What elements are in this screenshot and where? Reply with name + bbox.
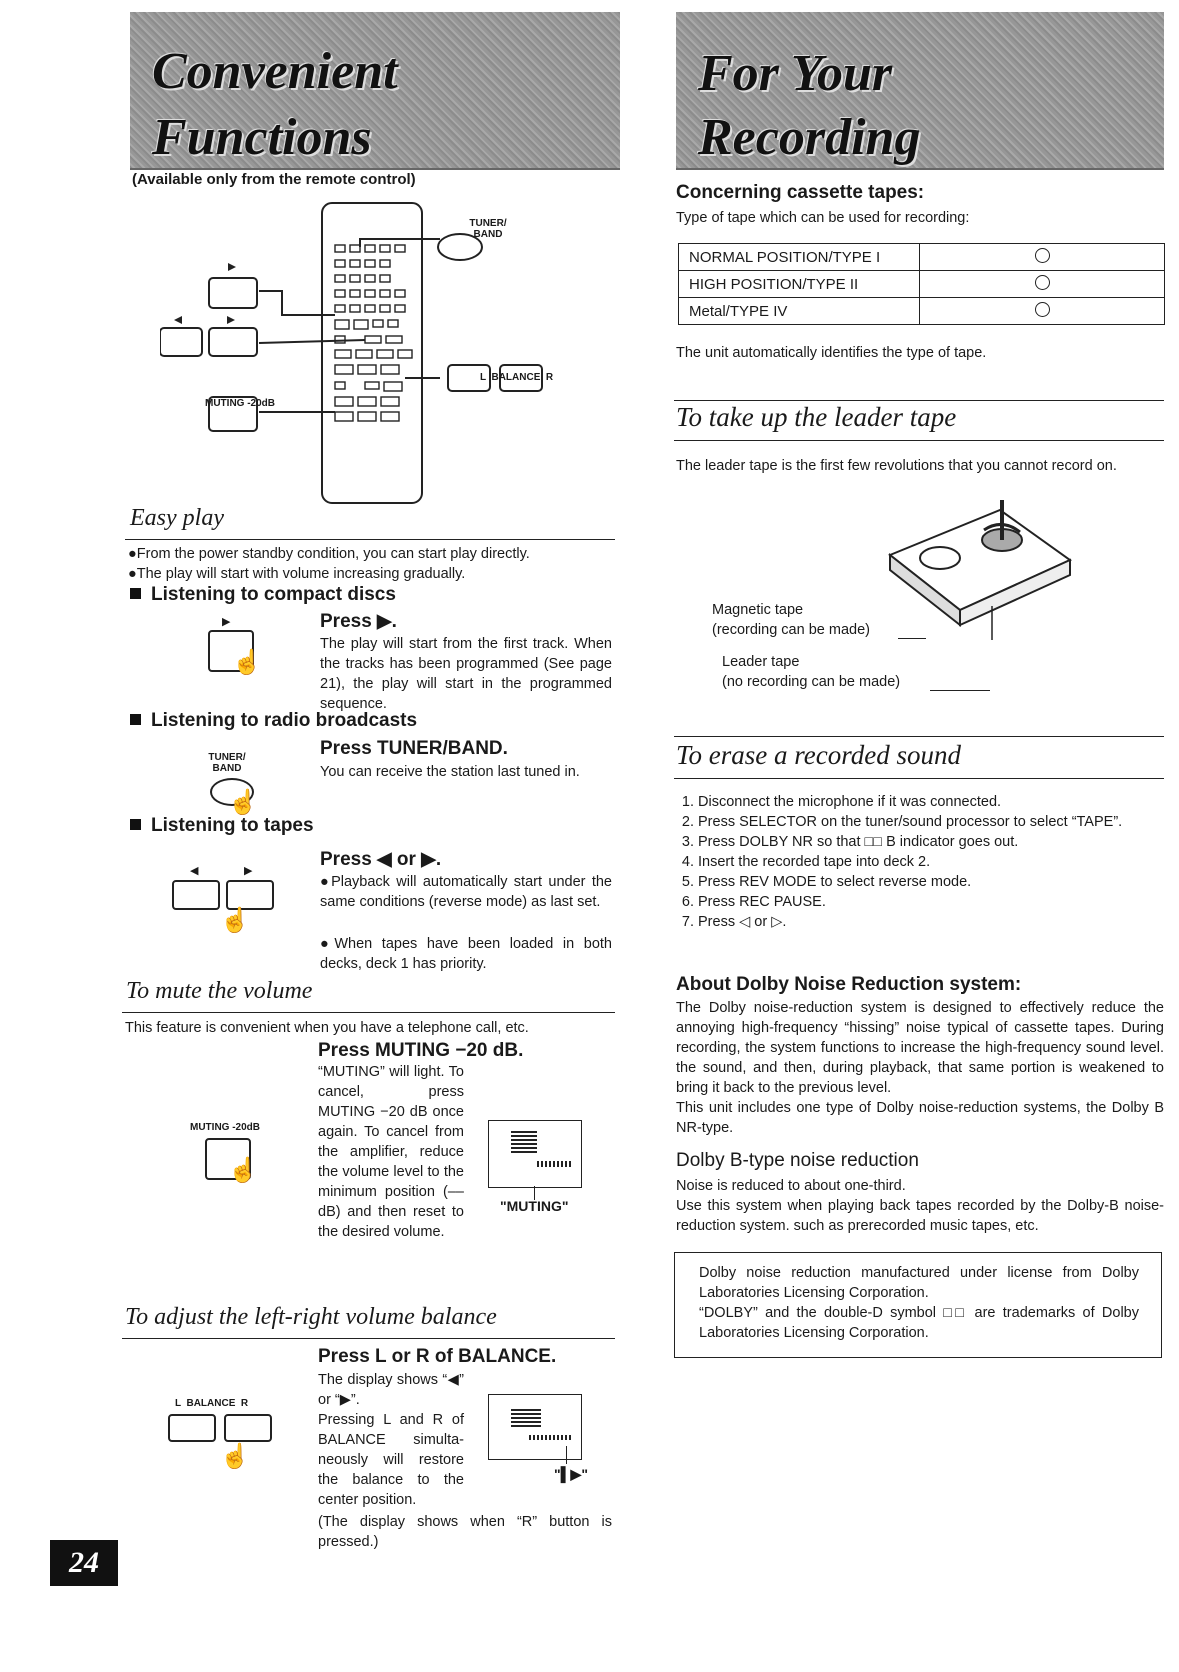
remote-control-diagram [160,195,600,515]
tape-type-cell: Metal/TYPE IV [679,298,920,325]
dolby-b-heading: Dolby B-type noise reduction [676,1150,919,1171]
right-banner [676,12,1164,170]
diagram-rewind-button [160,328,202,356]
availability-note: (Available only from the remote control) [132,171,416,188]
left-banner [130,12,620,170]
tapes-bullet-2: ●When tapes have been loaded in both decks, deck 1 has priority. [320,936,612,972]
balance-text-1: The display shows “◀” or “▶”. [318,1372,464,1408]
balance-text-3: (The display shows when “R” button is pressed.) [318,1514,612,1550]
muting-display-caption: "MUTING" [500,1198,569,1214]
tape-compatible-cell [920,244,1165,271]
tape-type-table [678,243,1165,325]
dolby-b-text-1: Noise is reduced to about one-third. [676,1178,906,1194]
table-row [679,271,1165,298]
tape-compatible-cell [920,298,1165,325]
tape-type-cell: NORMAL POSITION/TYPE I [679,244,920,271]
erase-top-rule [674,736,1164,737]
tapes-press: Press ◀ or ▶. [320,849,442,870]
cassette-illustration [880,500,1080,650]
dolby-text-2: This unit includes one type of Dolby noise-reduction systems, the Dolby B NR-type. [676,1100,1164,1136]
list-item: 3. Press DOLBY NR so that □□ B indicator goes out. [698,832,1179,852]
left-banner-line1: Convenient [152,43,398,100]
license-text-1: Dolby noise reduction manufactured under license from Dolby Laboratories Licensing Corporation. [699,1265,1139,1301]
balance-press: Press L or R of BALANCE. [318,1346,557,1367]
dolby-heading: About Dolby Noise Reduction system: [676,974,1022,995]
balance-l-button-illustration [168,1414,216,1442]
mute-button-label: MUTING -20dB [190,1122,260,1133]
balance-rule [122,1338,615,1339]
play-icon: ▶ [222,616,231,628]
magnetic-tape-label-2: (recording can be made) [712,622,870,638]
erase-steps [676,792,1179,932]
easy-play-rule [125,539,615,540]
mute-intro: This feature is convenient when you have a telephone call, etc. [125,1020,529,1036]
dolby-b-text-2: Use this system when playing back tapes recorded by the Dolby-B noise-reduction system. such as prerecorded music tapes, etc. [676,1198,1164,1234]
remote-label-balance: L BALANCE R [480,372,554,383]
remote-label-tuner-band: TUNER/ BAND [469,218,507,240]
pointing-hand-icon: ☝ [220,907,250,934]
rewind-button-illustration [172,880,220,910]
list-item: 6. Press REC PAUSE. [698,892,1179,912]
cassette-sub: Type of tape which can be used for recording: [676,210,970,226]
list-item: 4. Insert the recorded tape into deck 2. [698,852,1179,872]
magnetic-tape-label-1: Magnetic tape [712,602,804,618]
display-segments [511,1131,537,1153]
list-item: 7. Press ◁ or ▷. [698,912,1179,932]
pointing-hand-icon: ☝ [232,649,262,676]
tape-compatible-cell [920,271,1165,298]
right-banner-line1: For Your [698,45,893,102]
cassette-note: The unit automatically identifies the type of tape. [676,345,987,361]
tape-type-cell: HIGH POSITION/TYPE II [679,271,920,298]
leader-bottom-rule [674,440,1164,441]
leader-tape-label-2: (no recording can be made) [722,674,901,690]
table-row [679,244,1165,271]
balance-pointer-line [566,1446,567,1464]
list-item: 5. Press REV MODE to select reverse mode. [698,872,1179,892]
display-segments [511,1407,541,1427]
easy-play-bullet-2: ●The play will start with volume increasing gradually. [128,566,466,582]
easy-play-title: Easy play [130,505,224,531]
rewind-icon: ◀ [190,865,199,877]
list-item: 2. Press SELECTOR on the tuner/sound processor to select “TAPE”. [698,812,1179,832]
page-number: 24 [50,1540,118,1586]
display-segments [529,1435,573,1440]
circle-icon [1035,302,1050,317]
cd-text: The play will start from the first track. When the tracks has been programmed (See page 21), the play will start in the programmed sequence. [320,636,612,712]
easy-play-bullet-1: ●From the power standby condition, you can start play directly. [128,546,530,562]
balance-button-label: L BALANCE R [175,1398,249,1409]
license-box [674,1252,1162,1358]
mute-rule [122,1012,615,1013]
radio-button-label: TUNER/ BAND [208,752,246,774]
forward-icon: ▶ [244,865,253,877]
erase-bottom-rule [674,778,1164,779]
radio-heading: Listening to radio broadcasts [130,710,417,732]
mute-press: Press MUTING −20 dB. [318,1040,524,1061]
left-banner-line2: Functions [152,109,372,166]
tapes-heading: Listening to tapes [130,815,314,837]
remote-label-muting: MUTING -20dB [205,398,275,409]
muting-display-illustration [488,1120,582,1188]
balance-title: To adjust the left-right volume balance [125,1304,497,1330]
balance-display-caption: "▌▶" [554,1466,588,1482]
magnetic-pointer-line [898,638,926,639]
dolby-text-1: The Dolby noise-reduction system is designed to effectively reduce the annoying high-frequency “hissing” noise typical of cassette tapes. During recording, the system functions to increase the high-frequency sound level. the sound, and then, during playback, that same portion is weakened to bring it back to the previous level. [676,1000,1164,1096]
license-text-2: “DOLBY” and the double-D symbol □□ are trademarks of Dolby Laboratories Licensing Corporation. [699,1305,1139,1341]
radio-text: You can receive the station last tuned in. [320,764,580,780]
balance-r-button-illustration [224,1414,272,1442]
leader-tape-label-1: Leader tape [722,654,800,670]
pointing-hand-icon: ☝ [228,1157,258,1184]
mute-title: To mute the volume [126,978,313,1004]
circle-icon [1035,275,1050,290]
display-segments [537,1161,571,1167]
cd-press: Press ▶. [320,611,397,632]
table-row [679,298,1165,325]
leader-top-rule [674,400,1164,401]
cd-heading: Listening to compact discs [130,584,396,606]
balance-text-2: Pressing L and R of BALANCE simulta-neously will restore the balance to the center position. [318,1412,464,1508]
diagram-play-button [209,278,257,308]
erase-title: To erase a recorded sound [676,740,961,770]
circle-icon [1035,248,1050,263]
right-banner-line2: Recording [698,109,921,166]
leader-title: To take up the leader tape [676,402,957,432]
diagram-forward-button [209,328,257,356]
cassette-heading: Concerning cassette tapes: [676,182,925,203]
pointing-hand-icon: ☝ [220,1443,250,1470]
balance-display-illustration [488,1394,582,1460]
tapes-bullet-1: ●Playback will automatically start under the same conditions (reverse mode) as last set. [320,874,612,910]
leader-pointer-line [930,690,990,691]
leader-text: The leader tape is the first few revolutions that you cannot record on. [676,458,1117,474]
radio-press: Press TUNER/BAND. [320,738,508,759]
list-item: 1. Disconnect the microphone if it was connected. [698,792,1179,812]
pointing-hand-icon: ☝ [228,789,258,816]
mute-text: “MUTING” will light. To cancel, press MUTING −20 dB once again. To cancel from the amplifier, reduce the volume level to the minimum position (–– dB) and then reset to the desired volume. [318,1064,464,1240]
